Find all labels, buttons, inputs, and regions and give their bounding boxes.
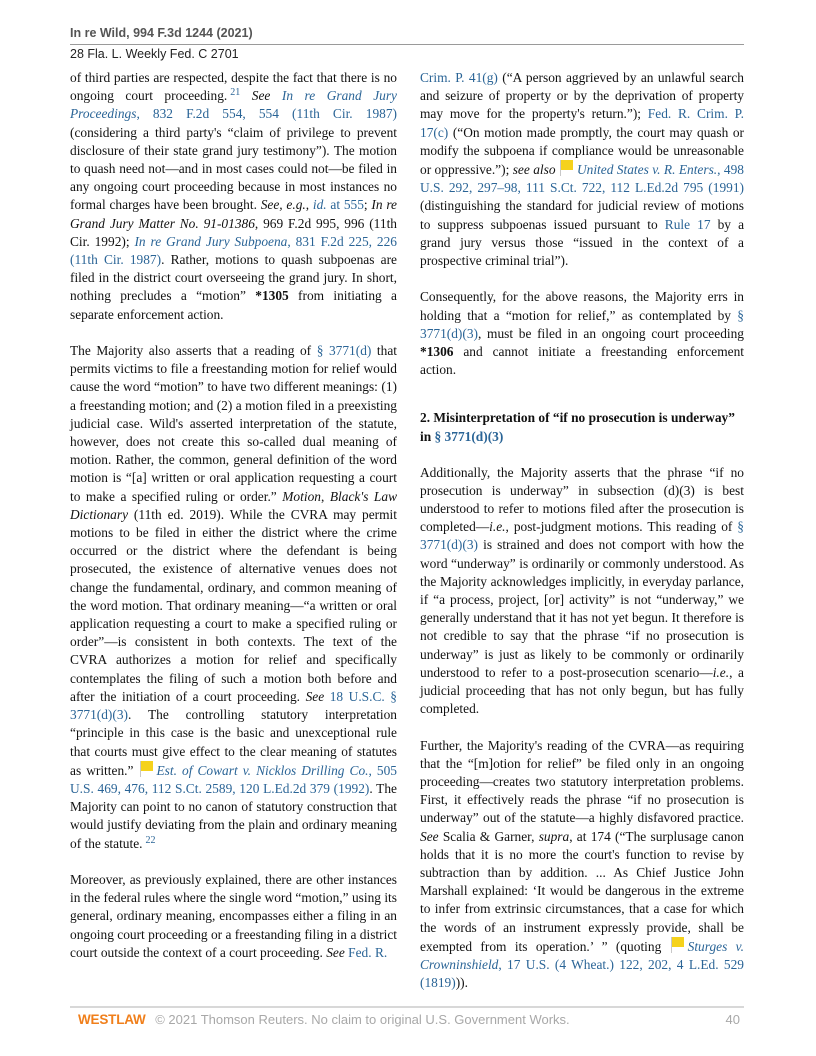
right-column (420, 69, 744, 993)
citation-link[interactable]: Sturges v. Crowninshield, 17 U.S. (4 Wheat.) 122, 202, 4 L.Ed. 529 (1819) (420, 938, 744, 991)
rule-link[interactable]: Crim. P. 41(g) (420, 70, 498, 85)
paragraph: Further, the Majority's reading of the CVRA—as requiring that the “[m]otion for relief” be filed only in an ongoing proceeding—creates two statutory interpretation problems. First, it effectively reads the phrase “if no prosecution is underway” out of the statute—a highly disfavored practice. See Scalia & Garner, supra, at 174 (“The surplusage canon holds that it is no more the court's function to revise by subtraction than by addition. ... As Chief Justice John Marshall explained: ‘It would be dangerous in the extreme to infer from extrinsic circumstances, that a case for which the words of an instrument expressly provide, shall be exempted from its operation.’ ” (quoting Sturges v. Crowninshield, 17 U.S. (4 Wheat.) 122, 202, 4 L.Ed. 529 (1819))). (420, 737, 744, 991)
star-page-marker: *1305 (255, 288, 289, 304)
statute-link[interactable]: § 3771(d)(3) (420, 307, 744, 341)
westlaw-logo: WESTLAW (78, 1012, 146, 1027)
paragraph: Consequently, for the above reasons, the Majority errs in holding that a “motion for relief,” as contemplated by § 3771(d)(3), must be filed in an ongoing court proceeding *1306 and cannot initiate a freestanding enforcement action. (420, 289, 744, 378)
rule-link[interactable]: Rule 17 (664, 216, 711, 232)
rule-link[interactable]: Fed. R. Crim. P. 17(c) (420, 106, 744, 140)
header-divider (70, 44, 744, 45)
citation-link[interactable]: id. at 555 (312, 197, 364, 213)
statute-link[interactable]: § 3771(d) (316, 343, 372, 359)
paragraph: The Majority also asserts that a reading of § 3771(d) that permits victims to file a freestanding motion for relief would cause the word “motion” to have two different meanings: (1) a freestanding motion; and (2) a motion filed in a preexisting judicial case. Wild's asserted interpretation of the statute, however, does not create this so-called dual meaning of motion. Rather, the common, general definition of the word motion is “[a] written or oral application requesting a court to make a specified ruling or order.” Motion, Black's Law Dictionary (11th ed. 2019). While the CVRA may permit motions to be filed in either the district where the crime occurred or the district where the defendant is being prosecuted, the existence of alternative venues does not change the fundamental, ordinary, and common meaning of the word motion. That ordinary meaning—“a written or oral application requesting a court to make a specified ruling or order”—is consistent in both contexts. The text of the CVRA authorizes a motion for relief and specifically contemplates the filing of such a motion both before and after the initiation of a court proceeding. See 18 U.S.C. § 3771(d)(3). The controlling statutory interpretation “principle in this case is the basic and unexceptional rule that courts must give effect to the clear meaning of statutes as written.” Est. of Cowart v. Nicklos Drilling Co., 505 U.S. 469, 476, 112 S.Ct. 2589, 120 L.Ed.2d 379 (1992). The Majority can point to no canon of statutory construction that would justify deviating from the plain and ordinary meaning of the statute. $^{22}$ (70, 343, 398, 851)
keycite-flag-icon[interactable] (670, 937, 685, 952)
footnote-21-link[interactable]: 21 (230, 87, 241, 99)
citation-link[interactable]: Est. of Cowart v. Nicklos Drilling Co., 505 U.S. 469, 476, 112 S.Ct. 2589, 120 L.Ed.2d 379 (1992) (70, 762, 397, 796)
citation-link[interactable]: United States v. R. Enters., 498 U.S. 292, 297–98, 111 S.Ct. 722, 112 L.Ed.2d 795 (1991) (420, 162, 744, 196)
citation-link[interactable]: In re Grand Jury Proceedings, 832 F.2d 554, 554 (11th Cir. 1987) (70, 88, 397, 122)
citation-link[interactable]: In re Grand Jury Subpoena, 831 F.2d 225, 226 (11th Cir. 1987) (70, 233, 397, 268)
statute-link[interactable]: 18 U.S.C. § 3771(d)(3) (70, 688, 398, 723)
paragraph: Crim. P. 41(g) (“A person aggrieved by an unlawful search and seizure of property or by the deprivation of property may move for the property's return.”); Fed. R. Crim. P. 17(c) (“On motion made promptly, the court may quash or modify the subpoena if compliance would be unreasonable or oppressive.”); see also United States v. R. Enters., 498 U.S. 292, 297–98, 111 S.Ct. 722, 112 L.Ed.2d 795 (1991) (distinguishing the standard for judicial review of motions to suppress subpoenas issued pursuant to Rule 17 by a grand jury versus those “issued in the context of a prospective criminal trial”). (420, 70, 745, 269)
section-heading: 2. Misinterpretation of “if no prosecution is underway” in § 3771(d)(3) (420, 409, 735, 444)
paragraph: Additionally, the Majority asserts that the phrase “if no prosecution is underway” in subsection (d)(3) is best understood to refer to motions filed after the prosecution is completed—i.e., post-judgment motions. This reading of § 3771(d)(3) is strained and does not comport with how the word “underway” is ordinarily or commonly understood. As the Majority acknowledges implicitly, in everyday parlance, if “a process, project, [or] activity” is not “underway,” we generally understand that it has not yet begun. It therefore is not credible to say that the phrase “if no prosecution is underway” is just as likely to be commonly or ordinarily understood to refer to a post-prosecution scenario—i.e., a judicial proceeding that has not only begun, but has fully completed. (420, 464, 745, 717)
paragraph: of third parties are respected, despite the fact that there is no ongoing court proceeding. $^{21}$ See In re Grand Jury Proceedings, 832 F.2d 554, 554 (11th Cir. 1987) (considering a third party's “claim of privilege to prevent disclosure of their state grand jury testimony”). The motion to quash need not—and in most cases could not—be filed in any ongoing court proceeding because in most instances no formal charges have been brought. See, e.g., id. at 555; In re Grand Jury Matter No. 91-01386, 969 F.2d 995, 996 (11th Cir. 1992); In re Grand Jury Subpoena, 831 F.2d 225, 226 (11th Cir. 1987). Rather, motions to quash subpoenas are filed in the district court overseeing the grand jury. In short, nothing precludes a “motion” *1305 from initiating a separate enforcement action. (70, 70, 397, 322)
footnote-22-link[interactable]: 22 (145, 834, 156, 846)
footer-divider (70, 1006, 744, 1008)
statute-link[interactable]: § 3771(d)(3) (434, 428, 504, 444)
rule-link[interactable]: Fed. R. (348, 944, 388, 960)
document-subtitle: 28 Fla. L. Weekly Fed. C 2701 (70, 47, 239, 61)
document-title: In re Wild, 994 F.3d 1244 (2021) (70, 26, 253, 40)
keycite-flag-icon[interactable] (559, 160, 574, 175)
page-number: 40 (725, 1012, 740, 1027)
copyright-notice: © 2021 Thomson Reuters. No claim to original U.S. Government Works. (155, 1012, 570, 1027)
statute-link[interactable]: § 3771(d)(3) (420, 519, 744, 553)
paragraph: Moreover, as previously explained, there are other instances in the federal rules where the single word “motion,” using its general, ordinary meaning, encompasses either a filing in an ongoing court proceeding or a freestanding filing in a district court outside the context of a court proceeding. See Fed. R. (70, 871, 397, 960)
star-page-marker: *1306 (420, 344, 454, 360)
keycite-flag-icon[interactable] (139, 761, 154, 776)
left-column (70, 69, 397, 962)
footer (78, 1012, 740, 1027)
